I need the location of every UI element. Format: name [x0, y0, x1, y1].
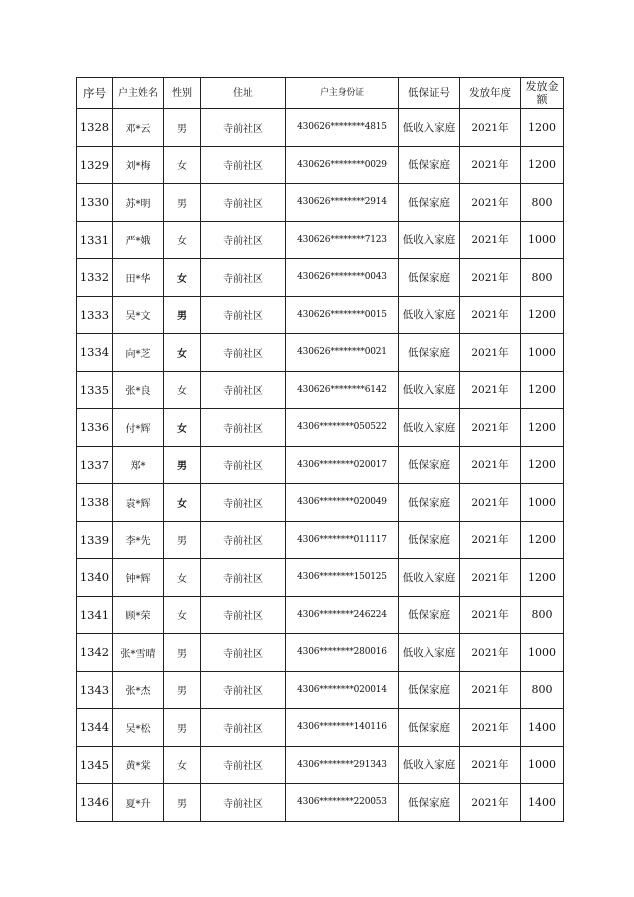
serial-no-cell: 1346 — [77, 784, 113, 822]
table-row — [77, 521, 564, 559]
id-card-cell: 4306********150125 — [286, 559, 399, 597]
table-row — [77, 296, 564, 334]
amount-cell: 1200 — [521, 296, 564, 334]
certificate-type-cell: 低保家庭 — [399, 334, 460, 372]
year-cell: 2021年 — [460, 296, 521, 334]
certificate-type-cell: 低保家庭 — [399, 259, 460, 297]
amount-cell: 1000 — [521, 746, 564, 784]
address-cell: 寺前社区 — [201, 259, 286, 297]
gender-cell: 女 — [164, 334, 201, 372]
gender-cell: 女 — [164, 371, 201, 409]
header-year: 发放年度 — [460, 78, 521, 109]
serial-no-cell: 1330 — [77, 184, 113, 222]
amount-cell: 1200 — [521, 521, 564, 559]
gender-cell: 女 — [164, 409, 201, 447]
certificate-type-cell: 低收入家庭 — [399, 409, 460, 447]
address-cell: 寺前社区 — [201, 296, 286, 334]
id-card-cell: 4306********280016 — [286, 634, 399, 672]
householder-name-cell: 张*雪晴 — [113, 634, 164, 672]
id-card-cell: 430626********6142 — [286, 371, 399, 409]
amount-cell: 1200 — [521, 409, 564, 447]
amount-cell: 1000 — [521, 221, 564, 259]
householder-name-cell: 钟*辉 — [113, 559, 164, 597]
householder-name-cell: 李*先 — [113, 521, 164, 559]
id-card-cell: 430626********7123 — [286, 221, 399, 259]
amount-cell: 800 — [521, 184, 564, 222]
serial-no-cell: 1328 — [77, 109, 113, 147]
address-cell: 寺前社区 — [201, 746, 286, 784]
serial-no-cell: 1335 — [77, 371, 113, 409]
serial-no-cell: 1334 — [77, 334, 113, 372]
gender-cell: 女 — [164, 259, 201, 297]
amount-cell: 800 — [521, 596, 564, 634]
amount-cell: 1000 — [521, 334, 564, 372]
year-cell: 2021年 — [460, 784, 521, 822]
table-row — [77, 221, 564, 259]
gender-cell: 男 — [164, 109, 201, 147]
address-cell: 寺前社区 — [201, 709, 286, 747]
id-card-cell: 4306********050522 — [286, 409, 399, 447]
amount-cell: 1200 — [521, 371, 564, 409]
address-cell: 寺前社区 — [201, 596, 286, 634]
certificate-type-cell: 低收入家庭 — [399, 634, 460, 672]
table-row — [77, 446, 564, 484]
certificate-type-cell: 低保家庭 — [399, 446, 460, 484]
address-cell: 寺前社区 — [201, 371, 286, 409]
serial-no-cell: 1338 — [77, 484, 113, 522]
amount-cell: 800 — [521, 259, 564, 297]
householder-name-cell: 刘*梅 — [113, 146, 164, 184]
gender-cell: 女 — [164, 146, 201, 184]
serial-no-cell: 1345 — [77, 746, 113, 784]
year-cell: 2021年 — [460, 109, 521, 147]
certificate-type-cell: 低收入家庭 — [399, 746, 460, 784]
address-cell: 寺前社区 — [201, 634, 286, 672]
id-card-cell: 430626********2914 — [286, 184, 399, 222]
gender-cell: 女 — [164, 484, 201, 522]
gender-cell: 男 — [164, 521, 201, 559]
householder-name-cell: 田*华 — [113, 259, 164, 297]
serial-no-cell: 1341 — [77, 596, 113, 634]
certificate-type-cell: 低保家庭 — [399, 671, 460, 709]
gender-cell: 女 — [164, 559, 201, 597]
table-row — [77, 709, 564, 747]
table-row — [77, 671, 564, 709]
year-cell: 2021年 — [460, 709, 521, 747]
id-card-cell: 4306********020049 — [286, 484, 399, 522]
gender-cell: 女 — [164, 746, 201, 784]
certificate-type-cell: 低收入家庭 — [399, 109, 460, 147]
amount-cell: 1200 — [521, 446, 564, 484]
year-cell: 2021年 — [460, 634, 521, 672]
address-cell: 寺前社区 — [201, 671, 286, 709]
id-card-cell: 4306********291343 — [286, 746, 399, 784]
id-card-cell: 430626********0029 — [286, 146, 399, 184]
address-cell: 寺前社区 — [201, 521, 286, 559]
certificate-type-cell: 低保家庭 — [399, 184, 460, 222]
gender-cell: 男 — [164, 671, 201, 709]
householder-name-cell: 袁*辉 — [113, 484, 164, 522]
id-card-cell: 4306********140116 — [286, 709, 399, 747]
table-row — [77, 146, 564, 184]
householder-name-cell: 顾*荣 — [113, 596, 164, 634]
table-row — [77, 784, 564, 822]
table-row — [77, 371, 564, 409]
householder-name-cell: 郑* — [113, 446, 164, 484]
table-row — [77, 634, 564, 672]
header-serial-no: 序号 — [77, 78, 113, 109]
certificate-type-cell: 低保家庭 — [399, 146, 460, 184]
amount-cell: 1000 — [521, 634, 564, 672]
householder-name-cell: 向*芝 — [113, 334, 164, 372]
table-row — [77, 259, 564, 297]
address-cell: 寺前社区 — [201, 184, 286, 222]
address-cell: 寺前社区 — [201, 221, 286, 259]
certificate-type-cell: 低收入家庭 — [399, 559, 460, 597]
header-address: 住址 — [201, 78, 286, 109]
year-cell: 2021年 — [460, 484, 521, 522]
serial-no-cell: 1344 — [77, 709, 113, 747]
amount-cell: 1400 — [521, 784, 564, 822]
gender-cell: 女 — [164, 596, 201, 634]
serial-no-cell: 1340 — [77, 559, 113, 597]
address-cell: 寺前社区 — [201, 559, 286, 597]
year-cell: 2021年 — [460, 409, 521, 447]
address-cell: 寺前社区 — [201, 146, 286, 184]
serial-no-cell: 1332 — [77, 259, 113, 297]
householder-name-cell: 苏*明 — [113, 184, 164, 222]
subsidy-table — [76, 77, 564, 822]
id-card-cell: 430626********4815 — [286, 109, 399, 147]
amount-cell: 1200 — [521, 109, 564, 147]
address-cell: 寺前社区 — [201, 446, 286, 484]
year-cell: 2021年 — [460, 371, 521, 409]
year-cell: 2021年 — [460, 671, 521, 709]
address-cell: 寺前社区 — [201, 409, 286, 447]
certificate-type-cell: 低保家庭 — [399, 596, 460, 634]
certificate-type-cell: 低保家庭 — [399, 709, 460, 747]
householder-name-cell: 吴*松 — [113, 709, 164, 747]
table-row — [77, 109, 564, 147]
id-card-cell: 4306********220053 — [286, 784, 399, 822]
amount-cell: 800 — [521, 671, 564, 709]
certificate-type-cell: 低收入家庭 — [399, 371, 460, 409]
year-cell: 2021年 — [460, 221, 521, 259]
certificate-type-cell: 低收入家庭 — [399, 296, 460, 334]
serial-no-cell: 1339 — [77, 521, 113, 559]
householder-name-cell: 邓*云 — [113, 109, 164, 147]
year-cell: 2021年 — [460, 446, 521, 484]
householder-name-cell: 吴*文 — [113, 296, 164, 334]
table-row — [77, 746, 564, 784]
gender-cell: 男 — [164, 446, 201, 484]
gender-cell: 男 — [164, 296, 201, 334]
gender-cell: 女 — [164, 221, 201, 259]
gender-cell: 男 — [164, 709, 201, 747]
year-cell: 2021年 — [460, 521, 521, 559]
year-cell: 2021年 — [460, 146, 521, 184]
serial-no-cell: 1336 — [77, 409, 113, 447]
address-cell: 寺前社区 — [201, 784, 286, 822]
householder-name-cell: 张*杰 — [113, 671, 164, 709]
table-row — [77, 184, 564, 222]
serial-no-cell: 1333 — [77, 296, 113, 334]
serial-no-cell: 1329 — [77, 146, 113, 184]
amount-cell: 1400 — [521, 709, 564, 747]
table-row — [77, 409, 564, 447]
serial-no-cell: 1337 — [77, 446, 113, 484]
header-gender: 性别 — [164, 78, 201, 109]
householder-name-cell: 张*良 — [113, 371, 164, 409]
year-cell: 2021年 — [460, 259, 521, 297]
address-cell: 寺前社区 — [201, 484, 286, 522]
table-row — [77, 334, 564, 372]
address-cell: 寺前社区 — [201, 109, 286, 147]
header-certificate-no: 低保证号 — [399, 78, 460, 109]
year-cell: 2021年 — [460, 559, 521, 597]
table-row — [77, 559, 564, 597]
table-row — [77, 596, 564, 634]
header-householder-name: 户主姓名 — [113, 78, 164, 109]
id-card-cell: 430626********0015 — [286, 296, 399, 334]
id-card-cell: 4306********020014 — [286, 671, 399, 709]
table-body — [77, 109, 564, 822]
serial-no-cell: 1331 — [77, 221, 113, 259]
certificate-type-cell: 低保家庭 — [399, 784, 460, 822]
id-card-cell: 430626********0043 — [286, 259, 399, 297]
serial-no-cell: 1343 — [77, 671, 113, 709]
serial-no-cell: 1342 — [77, 634, 113, 672]
id-card-cell: 4306********246224 — [286, 596, 399, 634]
gender-cell: 男 — [164, 784, 201, 822]
id-card-cell: 430626********0021 — [286, 334, 399, 372]
householder-name-cell: 付*辉 — [113, 409, 164, 447]
certificate-type-cell: 低收入家庭 — [399, 221, 460, 259]
address-cell: 寺前社区 — [201, 334, 286, 372]
gender-cell: 男 — [164, 184, 201, 222]
amount-cell: 1200 — [521, 559, 564, 597]
year-cell: 2021年 — [460, 596, 521, 634]
year-cell: 2021年 — [460, 334, 521, 372]
amount-cell: 1200 — [521, 146, 564, 184]
certificate-type-cell: 低保家庭 — [399, 484, 460, 522]
householder-name-cell: 夏*升 — [113, 784, 164, 822]
year-cell: 2021年 — [460, 184, 521, 222]
id-card-cell: 4306********020017 — [286, 446, 399, 484]
certificate-type-cell: 低保家庭 — [399, 521, 460, 559]
gender-cell: 男 — [164, 634, 201, 672]
header-amount: 发放金额 — [521, 78, 564, 109]
amount-cell: 1000 — [521, 484, 564, 522]
table-row — [77, 484, 564, 522]
householder-name-cell: 黄*棠 — [113, 746, 164, 784]
id-card-cell: 4306********011117 — [286, 521, 399, 559]
table-header-row — [77, 78, 564, 109]
header-id-card: 户主身份证 — [286, 78, 399, 109]
householder-name-cell: 严*娥 — [113, 221, 164, 259]
year-cell: 2021年 — [460, 746, 521, 784]
